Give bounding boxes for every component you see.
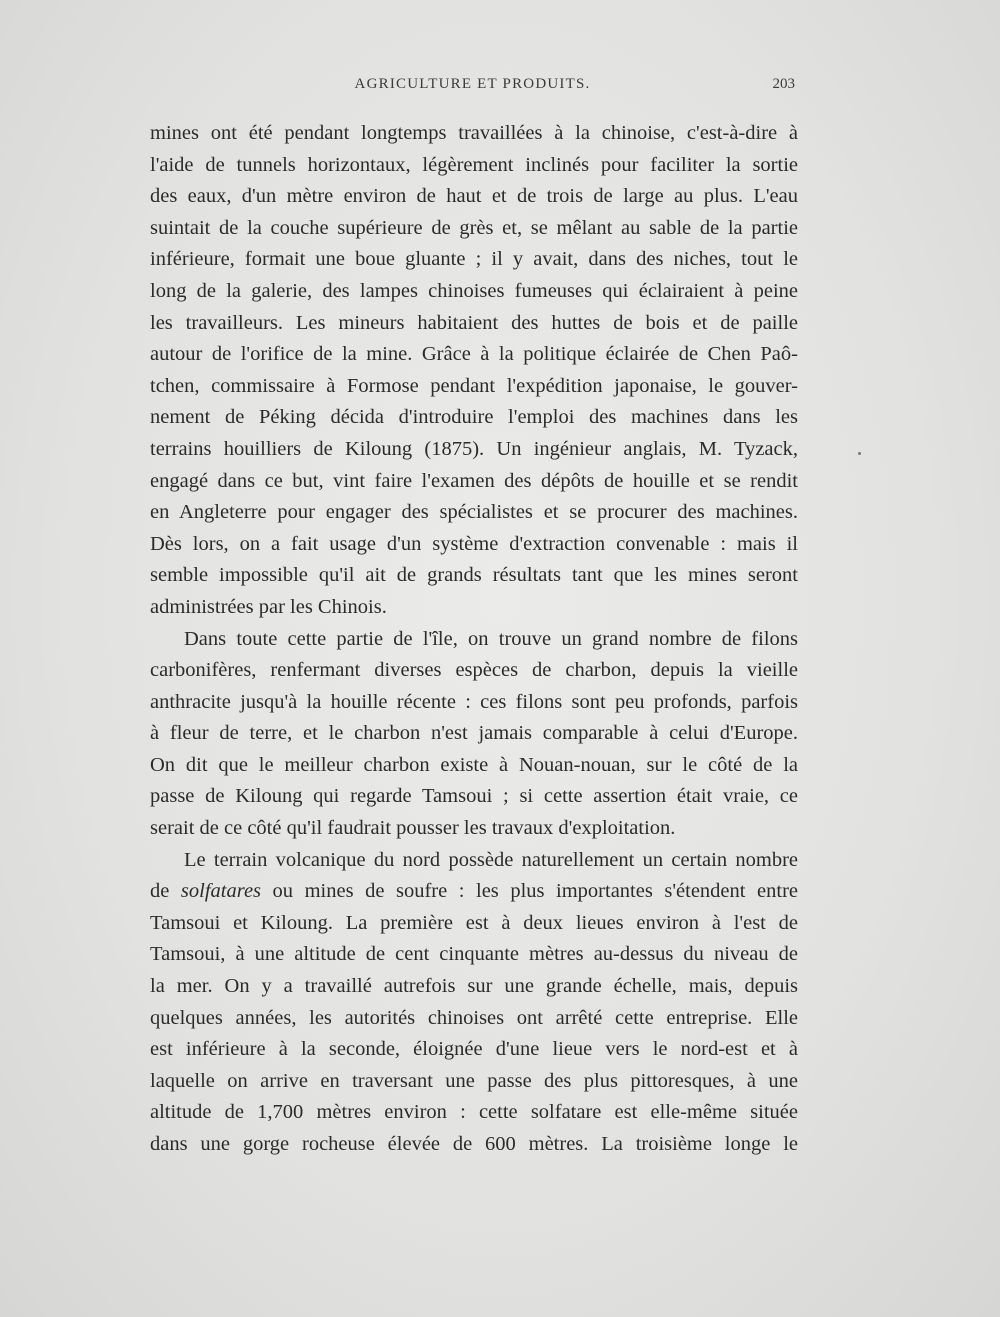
text-line: l'aide de tunnels horizontaux, légèrement inclinés pour faciliter la sortie: [150, 153, 798, 176]
text-line: Tamsoui et Kiloung. La première est à deux lieues environ à l'est de: [150, 911, 798, 934]
text-line: à fleur de terre, et le charbon n'est jamais comparable à celui d'Europe.: [150, 722, 798, 745]
text-line: serait de ce côté qu'il faudrait pousser les travaux d'exploitation.: [150, 817, 676, 840]
text-line: passe de Kiloung qui regarde Tamsoui ; si cette assertion était vraie, ce: [150, 785, 798, 808]
text-line: On dit que le meilleur charbon existe à Nouan-nouan, sur le côté de la: [150, 753, 798, 776]
text-line-with-italic: [150, 876, 798, 908]
paragraph-2: [150, 624, 798, 845]
text-line: engagé dans ce but, vint faire l'examen des dépôts de houille et se rendit: [150, 469, 798, 492]
text-line: tchen, commissaire à Formose pendant l'expédition japonaise, le gouver-: [150, 374, 798, 397]
text-line: Dans toute cette partie de l'île, on trouve un grand nombre de filons: [184, 627, 798, 650]
text-line: Tamsoui, à une altitude de cent cinquante mètres au-dessus du niveau de: [150, 943, 798, 966]
text-line: quelques années, les autorités chinoises ont arrêté cette entreprise. Elle: [150, 1006, 798, 1029]
text-line: la mer. On y a travaillé autrefois sur une grande échelle, mais, depuis: [150, 975, 798, 998]
page-number: 203: [772, 76, 795, 92]
text-line: autour de l'orifice de la mine. Grâce à la politique éclairée de Chen Paô-: [150, 343, 798, 366]
text-line: carbonifères, renfermant diverses espèces de charbon, depuis la vieille: [150, 659, 798, 682]
text-line: les travailleurs. Les mineurs habitaient des huttes de bois et de paille: [150, 311, 798, 334]
text-line: anthracite jusqu'à la houille récente : ces filons sont peu profonds, parfois: [150, 690, 798, 713]
running-head: [150, 76, 795, 100]
text-line: mines ont été pendant longtemps travaillées à la chinoise, c'est-à-dire à: [150, 122, 798, 144]
text-line: inférieure, formait une boue gluante ; il y avait, dans des niches, tout le: [150, 248, 798, 271]
text-line: nement de Péking décida d'introduire l'emploi des machines dans les: [150, 406, 798, 429]
text-line: altitude de 1,700 mètres environ : cette solfatare est elle-même située: [150, 1101, 798, 1124]
text-line: terrains houilliers de Kiloung (1875). Un ingénieur anglais, M. Tyzack,: [150, 437, 798, 460]
text-line: suintait de la couche supérieure de grès et, se mêlant au sable de la partie: [150, 216, 798, 239]
text-line: laquelle on arrive en traversant une passe des plus pittoresques, à une: [150, 1069, 798, 1092]
body-text: [150, 118, 798, 1161]
text-line: long de la galerie, des lampes chinoises fumeuses qui éclairaient à peine: [150, 279, 798, 302]
paper-speck: [858, 452, 861, 455]
text-line: dans une gorge rocheuse élevée de 600 mètres. La troisième longe le: [150, 1133, 798, 1155]
text-line: Dès lors, on a fait usage d'un système d'extraction convenable : mais il: [150, 532, 798, 555]
text-line: administrées par les Chinois.: [150, 595, 387, 618]
text-line: Le terrain volcanique du nord possède naturellement un certain nombre: [184, 848, 798, 871]
running-title: AGRICULTURE ET PRODUITS.: [354, 76, 591, 92]
text-line: semble impossible qu'il ait de grands résultats tant que les mines seront: [150, 564, 798, 587]
paragraph-3: [150, 845, 798, 1161]
text-span: ou mines de soufre : les plus importantes s'étendent entre: [261, 880, 798, 903]
text-line: est inférieure à la seconde, éloignée d'une lieue vers le nord-est et à: [150, 1038, 798, 1061]
paragraph-1: [150, 118, 798, 624]
italic-term: solfatares: [180, 880, 262, 903]
text-line: des eaux, d'un mètre environ de haut et de trois de large au plus. L'eau: [150, 185, 798, 208]
text-line: en Angleterre pour engager des spécialistes et se procurer des machines.: [150, 501, 798, 524]
text-span: de: [150, 880, 181, 903]
